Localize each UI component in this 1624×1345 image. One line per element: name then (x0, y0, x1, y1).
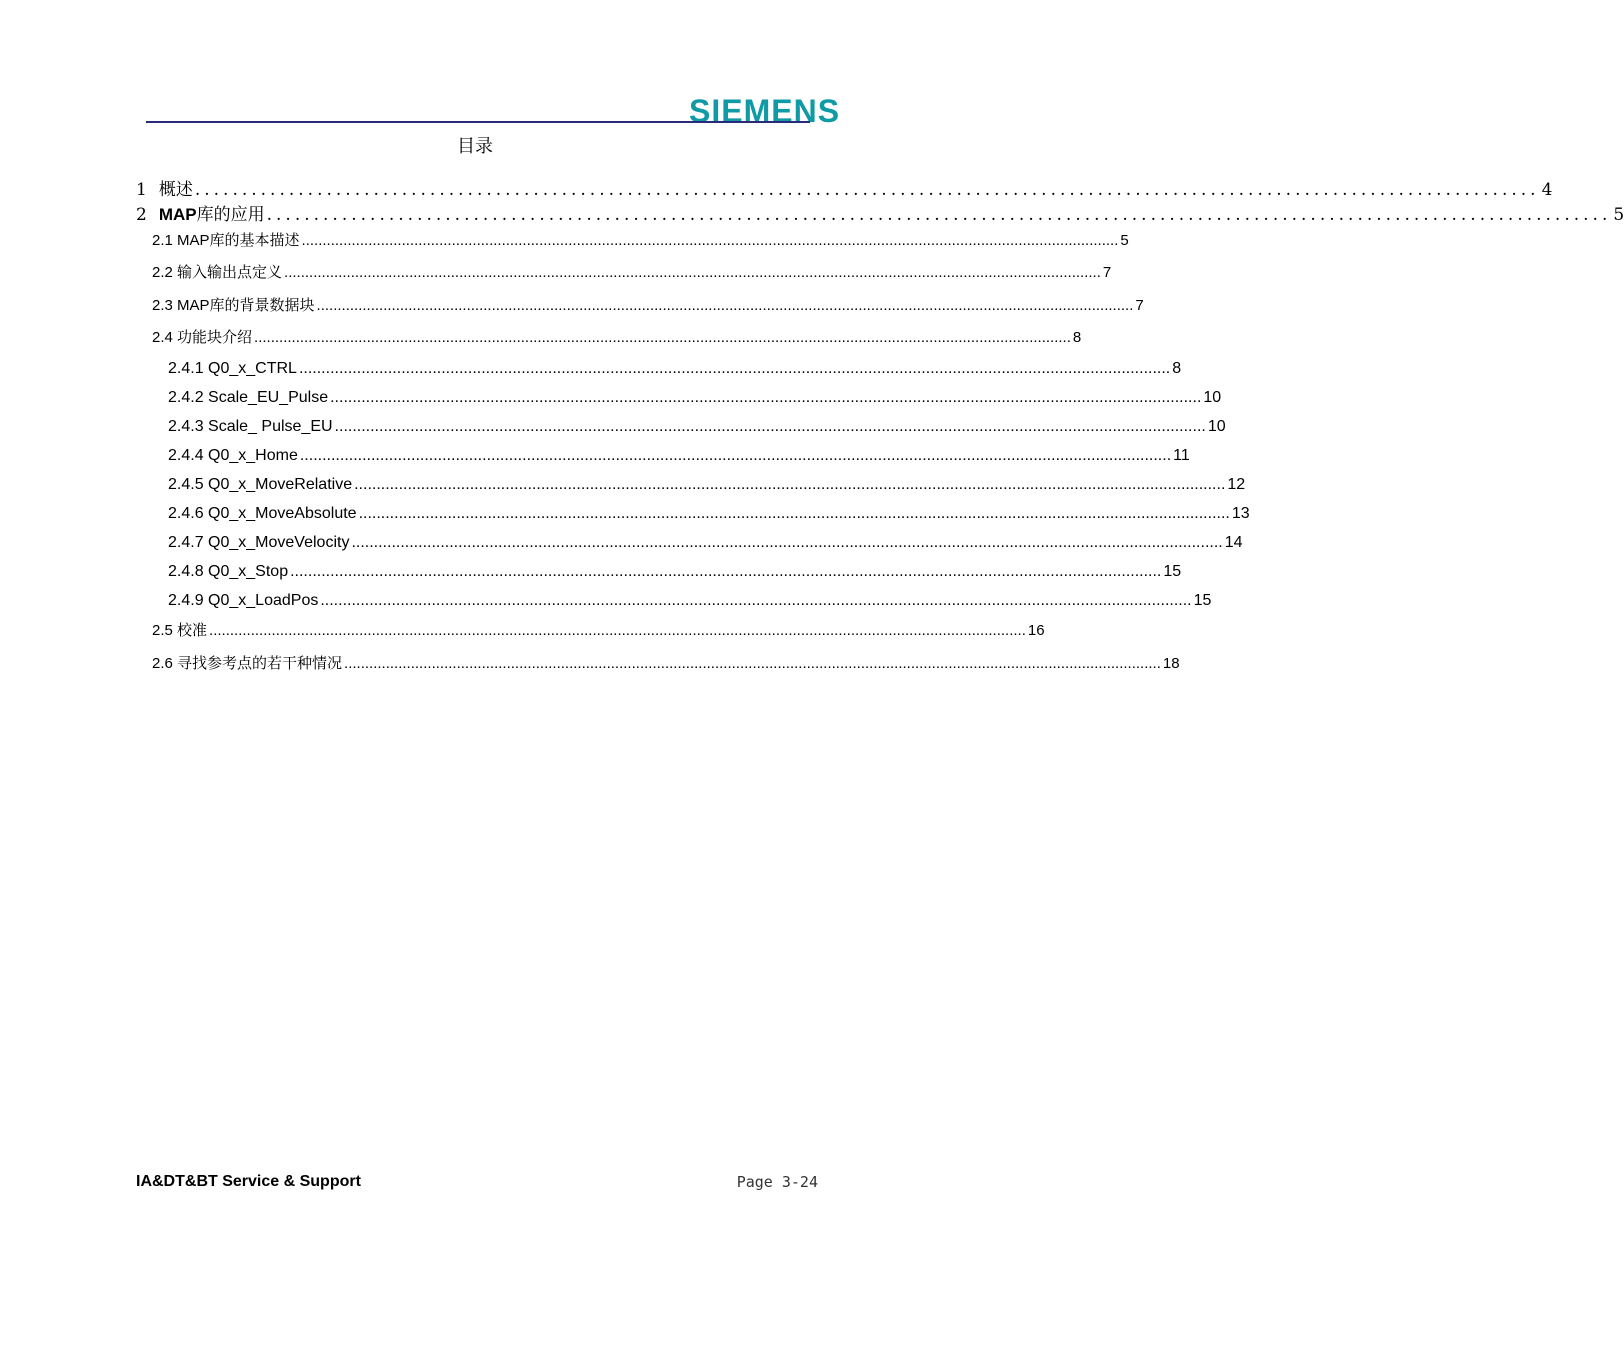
toc-entry-text: MAP库的基本描述 (177, 232, 300, 249)
toc-entry-text: 概述 (158, 180, 193, 200)
toc-entry-text: 校准 (177, 622, 208, 639)
toc-entry-page: 5 (1613, 205, 1624, 225)
toc-entry-number: 2.6 (152, 655, 173, 672)
toc-entry-2-4-1[interactable] (168, 359, 1182, 379)
toc-entry-2-4-9[interactable] (168, 591, 1212, 611)
toc-entry-2-3[interactable] (152, 296, 1144, 316)
toc-entry-2-4[interactable] (152, 328, 1082, 348)
toc-entry-page: 15 (1193, 592, 1212, 609)
toc-entry-2[interactable] (136, 204, 1624, 226)
toc-entry-page: 8 (1072, 329, 1082, 346)
toc-entry-label (152, 231, 300, 251)
dot-leader: .................................................................................................................................................................................................... (299, 447, 1172, 464)
toc-entry-bold-text: MAP (158, 205, 197, 224)
dot-leader: .................................................................................................................................................................................................... (358, 505, 1230, 522)
toc-entry-label: 2.4.4 Q0_x_Home (168, 447, 298, 464)
toc-entry-text: 输入输出点定义 (177, 264, 283, 281)
dot-leader: ............................................................................................................................................... (194, 180, 1540, 200)
toc-entry-2-6[interactable] (152, 654, 1180, 674)
toc-entry-number: 2.2 (152, 264, 173, 281)
dot-leader: .................................................................................................................................................................................................... (301, 232, 1119, 249)
toc-entry-number: 2.1 (152, 232, 173, 249)
toc-entry-number: 2.3 (152, 297, 173, 314)
toc-entry-page: 14 (1224, 534, 1243, 551)
toc-entry-1[interactable] (136, 179, 1553, 201)
dot-leader: .................................................................................................................................................................................................... (351, 534, 1223, 551)
toc-entry-2-4-2[interactable] (168, 388, 1222, 408)
toc-entry-number: 2 (136, 205, 147, 225)
toc-entry-number: 2.4 (152, 329, 173, 346)
footer-page-number: Page 3-24 (736, 1173, 818, 1191)
toc-entry-label: 2.4.5 Q0_x_MoveRelative (168, 476, 353, 493)
dot-leader: .................................................................................................................................................................................................... (316, 297, 1134, 314)
toc-entry-number: 1 (136, 180, 147, 200)
toc-entry-2-2[interactable] (152, 263, 1112, 283)
toc-entry-2-4-5[interactable] (168, 475, 1246, 495)
toc-entry-text: 库的应用 (196, 205, 265, 225)
toc-entry-label (152, 654, 342, 674)
dot-leader: .................................................................................................................................................................................................... (330, 389, 1202, 406)
header-rule (146, 121, 810, 123)
dot-leader: .................................................................................................................................................................................................... (344, 655, 1161, 672)
toc-entry-label (136, 204, 265, 226)
toc-entry-number: 2.5 (152, 622, 173, 639)
toc-entry-2-4-4[interactable] (168, 446, 1190, 466)
toc-entry-text: 功能块介绍 (177, 329, 253, 346)
toc-entry-page: 13 (1231, 505, 1250, 522)
toc-entry-label: 2.4.3 Scale_ Pulse_EU (168, 418, 333, 435)
dot-leader: .................................................................................................................................................................................................... (298, 360, 1171, 377)
toc-entry-label (152, 296, 315, 316)
toc-entry-page: 7 (1102, 264, 1112, 281)
toc-title: 目录 (457, 136, 493, 157)
toc-entry-page: 8 (1172, 360, 1182, 377)
toc-entry-text: 寻找参考点的若干种情况 (177, 655, 343, 672)
dot-leader: .................................................................................................................................................................................................... (209, 622, 1026, 639)
toc-entry-page: 10 (1203, 389, 1222, 406)
toc-entry-2-5[interactable] (152, 621, 1045, 641)
toc-entry-label: 2.4.2 Scale_EU_Pulse (168, 389, 329, 406)
dot-leader: .................................................................................................................................................................................................... (284, 264, 1101, 281)
toc-entry-page: 11 (1173, 447, 1190, 464)
toc-entry-page: 10 (1207, 418, 1226, 435)
toc-entry-page: 5 (1120, 232, 1129, 249)
toc-entry-text: MAP库的背景数据块 (177, 297, 315, 314)
dot-leader: .................................................................................................................................................................................................... (334, 418, 1206, 435)
toc-entry-label (152, 621, 207, 641)
toc-entry-label: 2.4.7 Q0_x_MoveVelocity (168, 534, 350, 551)
toc-entry-page: 7 (1135, 297, 1144, 314)
dot-leader: .................................................................................................................................................................................................... (354, 476, 1226, 493)
toc-entry-2-1[interactable] (152, 231, 1129, 251)
dot-leader: ............................................................................................................................................... (266, 205, 1612, 225)
toc-entry-label (152, 263, 282, 283)
toc-entry-label (136, 179, 193, 201)
footer-department: IA&DT&BT Service & Support (136, 1173, 361, 1190)
toc-entry-page: 4 (1541, 180, 1553, 200)
toc-entry-page: 18 (1162, 655, 1180, 672)
toc-entry-2-4-6[interactable] (168, 504, 1250, 524)
dot-leader: .................................................................................................................................................................................................... (290, 563, 1162, 580)
toc-entry-label: 2.4.1 Q0_x_CTRL (168, 360, 297, 377)
siemens-logo: SIEMENS (689, 93, 841, 129)
toc-entry-page: 15 (1163, 563, 1182, 580)
toc-entry-label: 2.4.9 Q0_x_LoadPos (168, 592, 319, 609)
toc-entry-2-4-7[interactable] (168, 533, 1243, 553)
toc-entry-label: 2.4.6 Q0_x_MoveAbsolute (168, 505, 357, 522)
dot-leader: .................................................................................................................................................................................................... (320, 592, 1192, 609)
toc-entry-2-4-8[interactable] (168, 562, 1182, 582)
toc-entry-page: 12 (1227, 476, 1246, 493)
toc-entry-label: 2.4.8 Q0_x_Stop (168, 563, 289, 580)
toc-entry-2-4-3[interactable] (168, 417, 1226, 437)
toc-entry-label (152, 328, 252, 348)
toc-entry-page: 16 (1027, 622, 1045, 639)
dot-leader: .................................................................................................................................................................................................... (254, 329, 1071, 346)
